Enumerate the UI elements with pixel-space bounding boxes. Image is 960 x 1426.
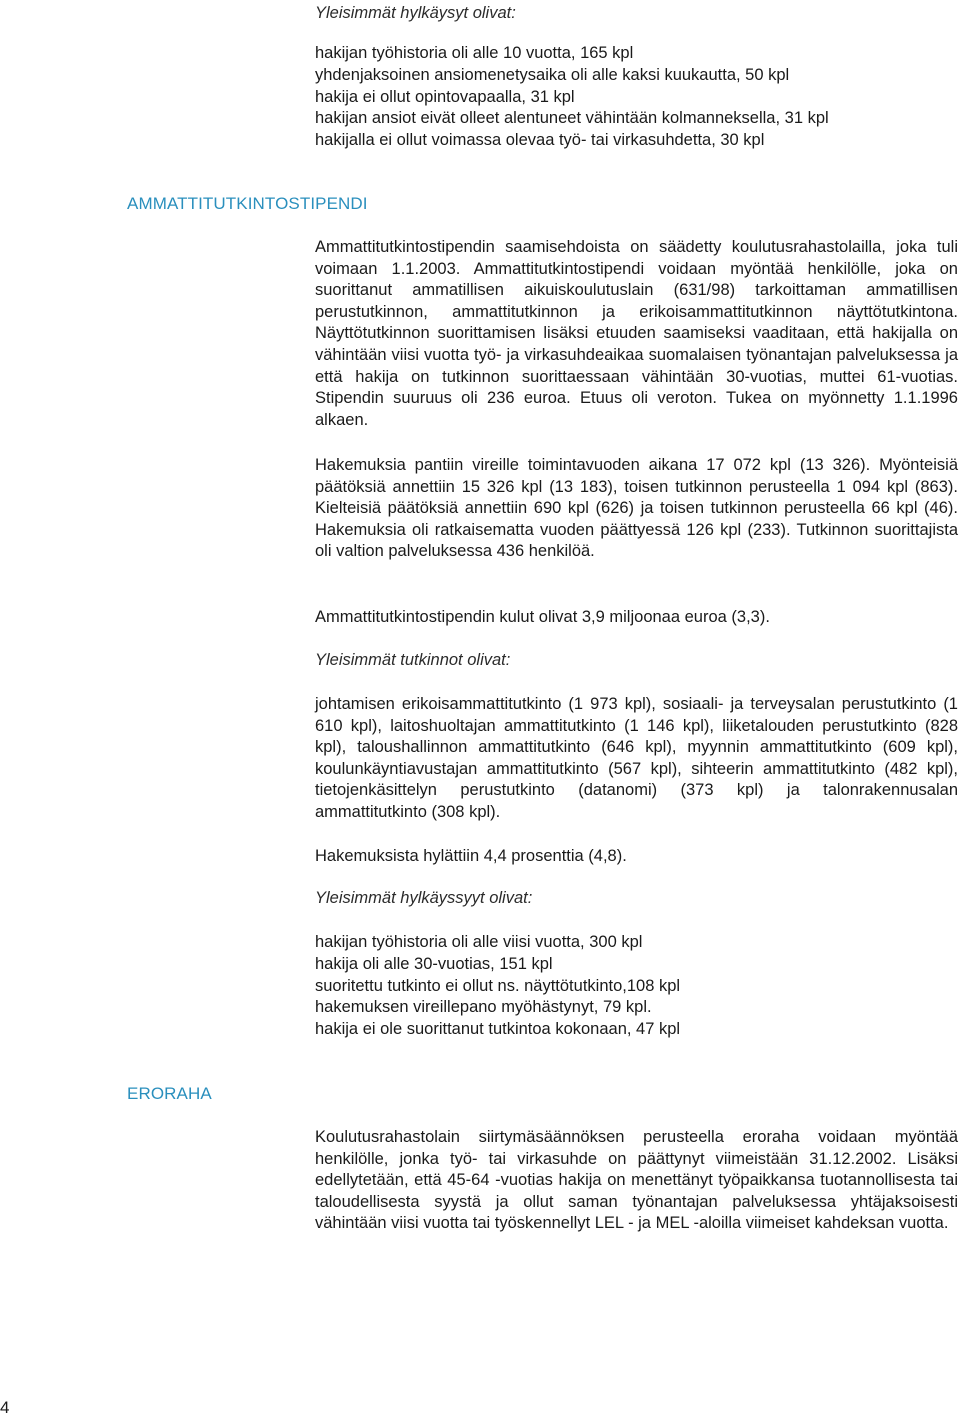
list-item: hakija ei ollut opintovapaalla, 31 kpl bbox=[315, 87, 575, 106]
paragraph: Koulutusrahastolain siirtymäsäännöksen perusteella eroraha voidaan myöntää henkilölle, jonka työ- tai virkasuhde on päättynyt viimeistään 31.12.2002. Lisäksi edellytetään, että 45-64 -vuotias hakija on menettänyt työpaikkansa tuotannollisesta tai taloudellisesta syystä ja ollut saman työnantajan palveluksessa yhtäjaksoisesti vähintään viisi vuotta tai työskennellyt LEL - ja MEL -aloilla viimeiset kahdeksan vuotta. bbox=[315, 1128, 958, 1233]
rejection-reasons-heading: Yleisimmät hylkäysyt olivat: bbox=[315, 4, 516, 22]
paragraph: Hakemuksia pantiin vireille toimintavuoden aikana 17 072 kpl (13 326). Myönteisiä päätöksiä annettiin 15 326 kpl (13 183), toisen tutkinnon perusteella 1 094 kpl (863). Kielteisiä päätöksiä annettiin 690 kpl (626) ja toisen tutkinnon perusteella 66 kpl (46). Hakemuksia oli ratkaisematta vuoden päättyessä 126 kpl (233). Tutkinnon suorittajista oli valtion palveluksessa 436 henkilöä. bbox=[315, 456, 958, 561]
paragraph: Hakemuksista hylättiin 4,4 prosenttia (4,8). bbox=[315, 847, 627, 865]
section-heading-eroraha: ERORAHA bbox=[127, 1084, 212, 1103]
rejection-reasons-list bbox=[315, 43, 829, 152]
section-heading-ammattitutkintostipendi: AMMATTITUTKINTOSTIPENDI bbox=[127, 194, 368, 213]
list-item: suoritettu tutkinto ei ollut ns. näyttötutkinto,108 kpl bbox=[315, 976, 681, 995]
list-item: hakijan ansiot eivät olleet alentuneet vähintään kolmanneksella, 31 kpl bbox=[315, 109, 829, 128]
paragraph: johtamisen erikoisammattitutkinto (1 973 kpl), sosiaali- ja terveysalan perustutkinto (1 610 kpl), laitoshuoltajan ammattitutkinto (1 146 kpl), liiketalouden perustutkinto (828 kpl), taloushallinnon ammattitutkinto (646 kpl), myynnin ammattitutkinto (609 kpl), koulunkäyntiavustajan ammattitutkinto (567 kpl), sihteerin ammattitutkinto (482 kpl), tietojenkäsittelyn perustutkinto (datanomi) (373 kpl) ja talonrakennusalan ammattitutkinto (308 kpl). bbox=[315, 695, 958, 821]
list-item: hakija ei ole suorittanut tutkintoa kokonaan, 47 kpl bbox=[315, 1020, 681, 1039]
list-item: yhdenjaksoinen ansiomenetysaika oli alle kaksi kuukautta, 50 kpl bbox=[315, 65, 790, 84]
list-item: hakijalla ei ollut voimassa olevaa työ- tai virkasuhdetta, 30 kpl bbox=[315, 131, 765, 150]
list-item: hakijan työhistoria oli alle 10 vuotta, 165 kpl bbox=[315, 44, 634, 62]
paragraph: Ammattitutkintostipendin kulut olivat 3,9 miljoonaa euroa (3,3). bbox=[315, 608, 770, 626]
list-item: hakija oli alle 30-vuotias, 151 kpl bbox=[315, 954, 553, 973]
common-degrees-heading: Yleisimmät tutkinnot olivat: bbox=[315, 651, 511, 669]
rejection-reasons-heading: Yleisimmät hylkäyssyyt olivat: bbox=[315, 889, 533, 907]
list-item: hakemuksen vireillepano myöhästynyt, 79 kpl. bbox=[315, 998, 652, 1017]
paragraph: Ammattitutkintostipendin saamisehdoista on säädetty koulutusrahastolailla, joka tuli voimaan 1.1.2003. Ammattitutkintostipendi voidaan myöntää henkilölle, joka on suorittanut ammatillisen aikuiskoulutuslain (631/98) tarkoittaman ammatillisen perustutkinnon, ammattitutkinnon ja erikoisammattitutkinnon näyttötutkintona. Näyttötutkinnon suorittamisen lisäksi etuuden saamiseksi vaaditaan, että hakijalla on vähintään viisi vuotta työ- ja virkasuhdeaikaa suomalaisen työnantajan palveluksessa ja että hakija on tutkinnon suorittaessaan vähintään 30-vuotias, muttei 61-vuotias. Stipendin suuruus oli 236 euroa. Etuus oli veroton. Tukea on myönnetty 1.1.1996 alkaen. bbox=[315, 238, 958, 429]
rejection-reasons-list bbox=[315, 932, 680, 1041]
page-number: 4 bbox=[0, 1398, 10, 1417]
list-item: hakijan työhistoria oli alle viisi vuotta, 300 kpl bbox=[315, 933, 643, 951]
